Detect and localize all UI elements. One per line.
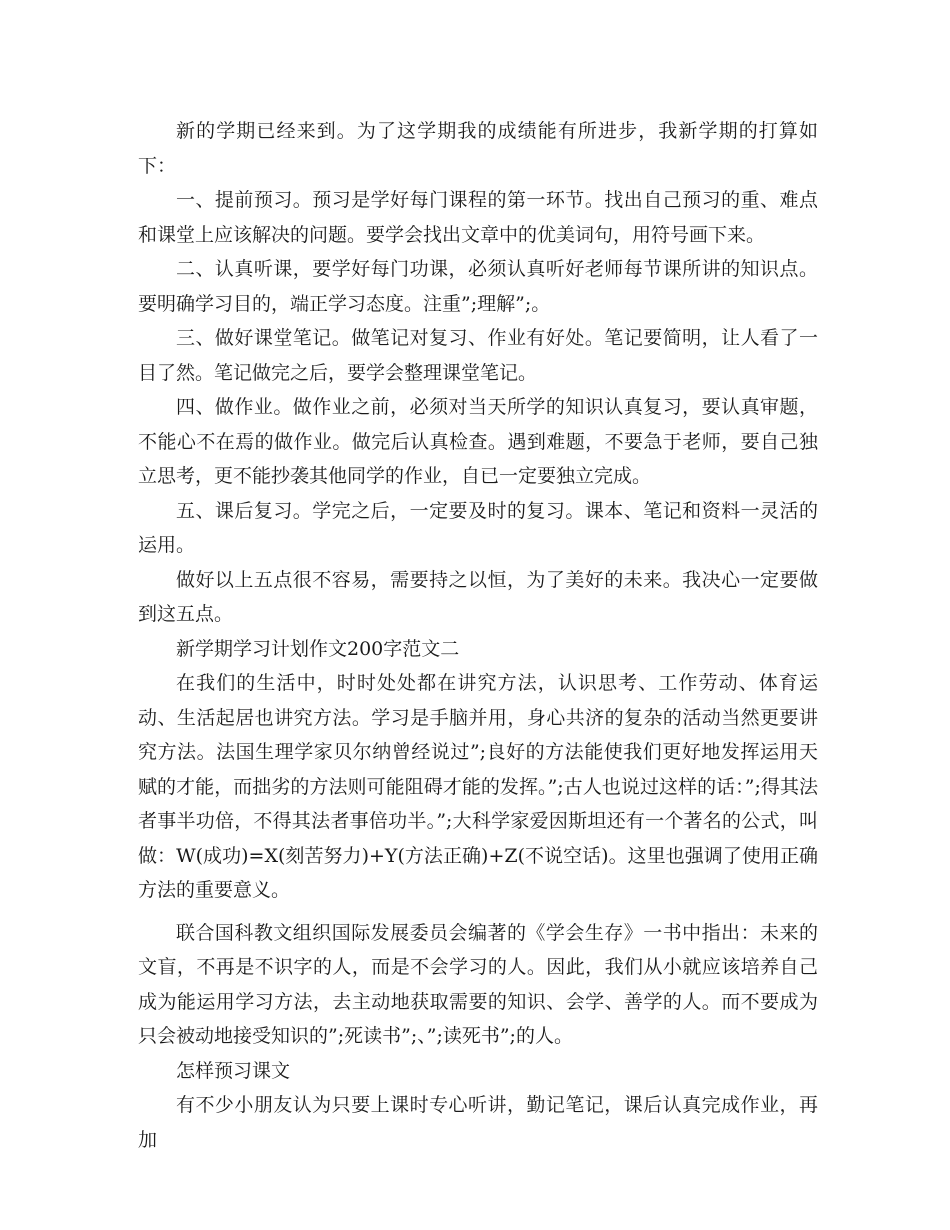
paragraph-point-1: 一、提前预习。预习是学好每门课程的第一环节。找出自己预习的重、难点和课堂上应该解决的问题。要学会找出文章中的优美词句，用符号画下来。: [138, 189, 818, 246]
document-body: [138, 114, 818, 1157]
section-heading-preview: 怎样预习课文: [176, 1059, 291, 1082]
section-heading-essay-two: 新学期学习计划作文200字范文二: [176, 637, 460, 660]
paragraph-point-5: 五、课后复习。学完之后，一定要及时的复习。课本、笔记和资料一灵活的运用。: [138, 499, 818, 556]
paragraph-method: 在我们的生活中，时时处处都在讲究方法，认识思考、工作劳动、体育运动、生活起居也讲究方法。学习是手脑并用，身心共济的复杂的活动当然更要讲究方法。法国生理学家贝尔纳曾经说过”;良好的方法能使我们更好地发挥运用天赋的才能，而拙劣的方法则可能阻碍才能的发挥。”;古人也说过这样的话：”;得其法者事半功倍，不得其法者事倍功半。”;大科学家爱因斯坦还有一个著名的公式，叫做：W(成功)=X(刻苦努力)+Y(方法正确)+Z(不说空话)。这里也强调了使用正确方法的重要意义。: [138, 672, 818, 901]
paragraph-point-2: 二、认真听课，要学好每门功课，必须认真听好老师每节课所讲的知识点。要明确学习目的，端正学习态度。注重”;理解”;。: [138, 258, 818, 315]
paragraph-unesco: 联合国科教文组织国际发展委员会编著的《学会生存》一书中指出：未来的文盲，不再是不识字的人，而是不会学习的人。因此，我们从小就应该培养自己成为能运用学习方法，去主动地获取需要的知识、会学、善学的人。而不要成为只会被动地接受知识的”;死读书”;、”;读死书”;的人。: [138, 921, 818, 1047]
paragraph-conclusion: 做好以上五点很不容易，需要持之以恒，为了美好的未来。我决心一定要做到这五点。: [138, 568, 818, 625]
paragraph-point-3: 三、做好课堂笔记。做笔记对复习、作业有好处。笔记要简明，让人看了一目了然。笔记做完之后，要学会整理课堂笔记。: [138, 327, 818, 384]
paragraph-intro: 新的学期已经来到。为了这学期我的成绩能有所进步，我新学期的打算如下：: [138, 120, 818, 177]
paragraph-gap: [138, 908, 818, 916]
paragraph-preview-start: 有不少小朋友认为只要上课时专心听讲，勤记笔记，课后认真完成作业，再加: [138, 1094, 818, 1151]
paragraph-point-4: 四、做作业。做作业之前，必须对当天所学的知识认真复习，要认真审题，不能心不在焉的做作业。做完后认真检查。遇到难题，不要急于老师，要自己独立思考，更不能抄袭其他同学的作业，自已一定要独立完成。: [138, 396, 818, 487]
